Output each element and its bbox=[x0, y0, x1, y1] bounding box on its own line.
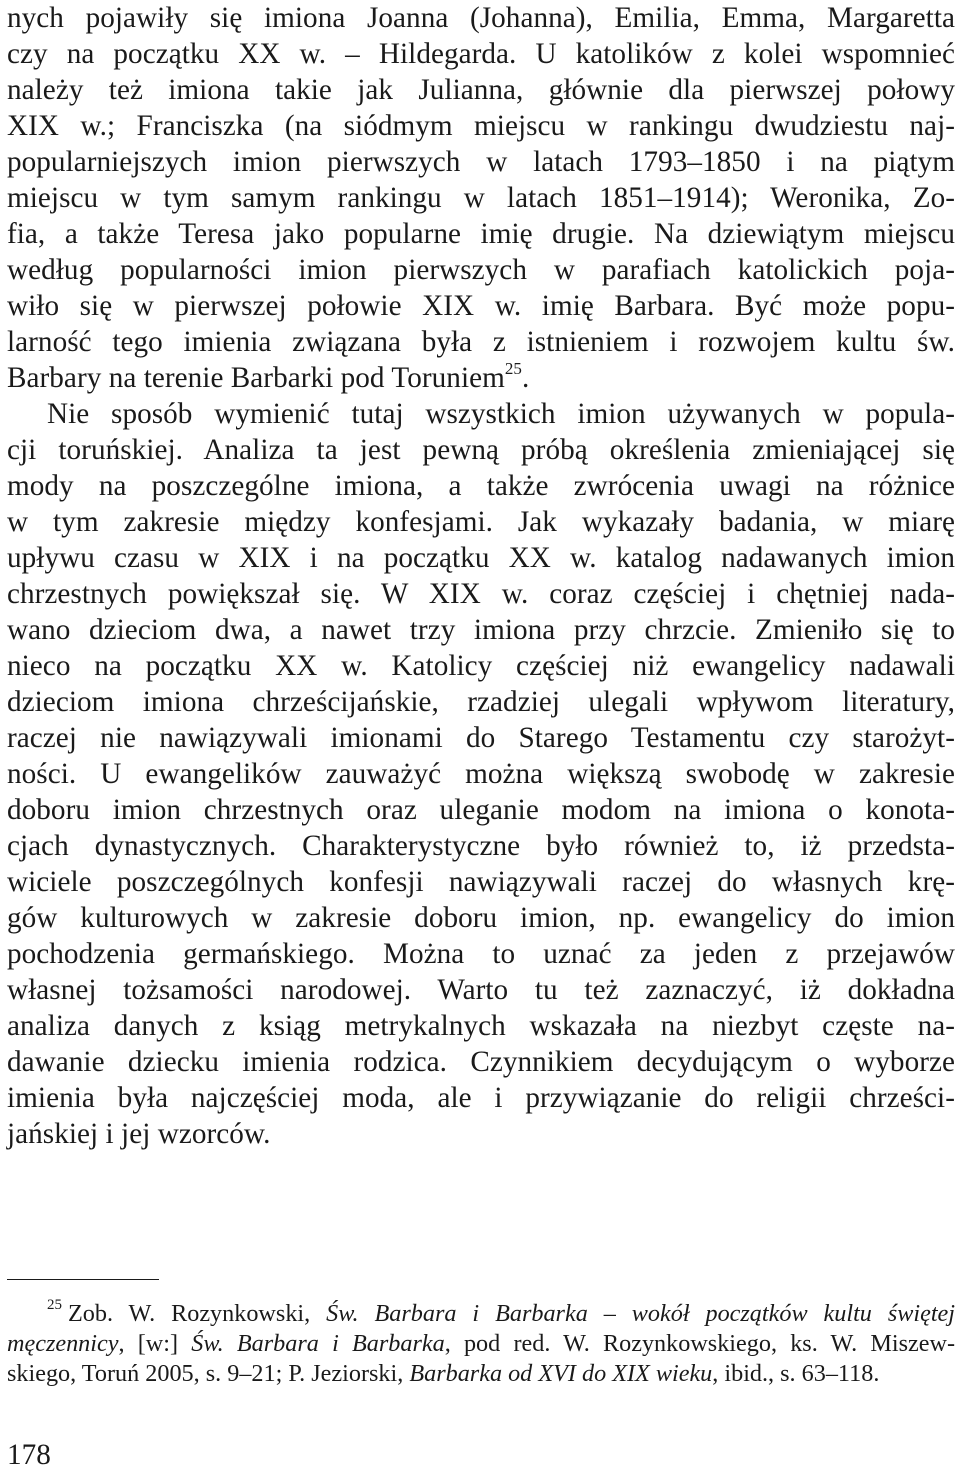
footnote-line bbox=[7, 1359, 955, 1389]
sentence-end: . bbox=[521, 362, 530, 394]
footnote-title: Św. Barbara i Barbarka – wokół początków kultu świętej bbox=[326, 1300, 955, 1327]
footnote-text: skiego, Toruń 2005, s. 9–21; P. Jeziorski, bbox=[7, 1360, 410, 1387]
text-line: Nie sposób wymienić tutaj wszystkich imion używanych w popula- bbox=[47, 398, 955, 430]
body-text bbox=[7, 0, 955, 1152]
footnote-line bbox=[7, 1296, 955, 1329]
footnote-title: Św. Barbara i Barbarka bbox=[191, 1330, 445, 1357]
text-line: raczej nie nawiązywali imionami do Starego Testamentu czy starożyt- bbox=[7, 722, 955, 754]
text-line: gów kulturowych w zakresie doboru imion, np. ewangelicy do imion bbox=[7, 902, 955, 934]
text-line: fia, a także Teresa jako popularne imię drugie. Na dziewiątym miejscu bbox=[7, 218, 955, 250]
text-line: larność tego imienia związana była z istnieniem i rozwojem kultu św. bbox=[7, 326, 955, 358]
text-line: upływu czasu w XIX i na początku XX w. katalog nadawanych imion bbox=[7, 542, 955, 574]
footnote-text: , pod red. W. Rozynkowskiego, ks. W. Miszew- bbox=[444, 1330, 956, 1357]
text-line: cji toruńskiej. Analiza ta jest pewną próbą określenia zmieniającej się bbox=[7, 434, 955, 466]
page-number: 178 bbox=[7, 1439, 51, 1471]
footnote-line bbox=[7, 1329, 955, 1359]
text-line: należy też imiona takie jak Julianna, głównie dla pierwszej połowy bbox=[7, 74, 955, 106]
text-line: mody na poszczególne imiona, a także zwrócenia uwagi na różnice bbox=[7, 470, 955, 502]
text-line: popularniejszych imion pierwszych w latach 1793–1850 i na piątym bbox=[7, 146, 955, 178]
footnote-title: męczennicy bbox=[7, 1330, 119, 1357]
text-line: ności. U ewangelików zauważyć można większą swobodę w zakresie bbox=[7, 758, 955, 790]
text-line: cjach dynastycznych. Charakterystyczne było również to, iż przedsta- bbox=[7, 830, 955, 862]
text-line-content: Barbary na terenie Barbarki pod Toruniem bbox=[7, 362, 505, 394]
text-line: wano dzieciom dwa, a nawet trzy imiona przy chrzcie. Zmieniło się to bbox=[7, 614, 955, 646]
text-line: wiciele poszczególnych konfesji nawiązywali raczej do własnych krę- bbox=[7, 866, 955, 898]
footnote-marker: 25 bbox=[47, 1296, 62, 1313]
text-line: doboru imion chrzestnych oraz uleganie modom na imiona o konota- bbox=[7, 794, 955, 826]
text-line: imienia była najczęściej moda, ale i przywiązanie do religii chrześci- bbox=[7, 1082, 955, 1114]
text-line: nych pojawiły się imiona Joanna (Johanna), Emilia, Emma, Margaretta bbox=[7, 2, 955, 34]
text-line: w tym zakresie między konfesjami. Jak wykazały badania, w miarę bbox=[7, 506, 955, 538]
text-line: pochodzenia germańskiego. Można to uznać za jeden z przejawów bbox=[7, 938, 955, 970]
footnote-text: , ibid., s. 63–118. bbox=[712, 1360, 880, 1387]
text-line: jańskiej i jej wzorców. bbox=[7, 1118, 271, 1150]
footnote-separator bbox=[7, 1279, 159, 1280]
footnote-reference: 25 bbox=[504, 359, 522, 379]
footnote bbox=[7, 1296, 956, 1389]
text-line: analiza danych z ksiąg metrykalnych wskazała na niezbyt częste na- bbox=[7, 1010, 955, 1042]
text-line: dzieciom imiona chrześcijańskie, rzadziej ulegali wpływom literatury, bbox=[7, 686, 955, 718]
text-line: dawanie dziecku imienia rodzica. Czynnikiem decydującym o wyborze bbox=[7, 1046, 955, 1078]
footnote-text: Zob. W. Rozynkowski, bbox=[68, 1300, 327, 1327]
text-line: XIX w.; Franciszka (na siódmym miejscu w rankingu dwudziestu naj- bbox=[7, 110, 955, 142]
footnote-text: , [w:] bbox=[118, 1330, 192, 1357]
text-line: według popularności imion pierwszych w parafiach katolickich poja- bbox=[7, 254, 955, 286]
text-line: wiło się w pierwszej połowie XIX w. imię Barbara. Być może popu- bbox=[7, 290, 955, 322]
text-line: chrzestnych powiększał się. W XIX w. coraz częściej i chętniej nada- bbox=[7, 578, 955, 610]
text-line: nieco na początku XX w. Katolicy częściej niż ewangelicy nadawali bbox=[7, 650, 955, 682]
text-line: miejscu w tym samym rankingu w latach 1851–1914); Weronika, Zo- bbox=[7, 182, 955, 214]
footnote-title: Barbarka od XVI do XIX wieku bbox=[409, 1360, 713, 1387]
text-line bbox=[7, 360, 955, 396]
text-line: własnej tożsamości narodowej. Warto tu też zaznaczyć, iż dokładna bbox=[7, 974, 955, 1006]
text-line: czy na początku XX w. – Hildegarda. U katolików z kolei wspomnieć bbox=[7, 38, 955, 70]
